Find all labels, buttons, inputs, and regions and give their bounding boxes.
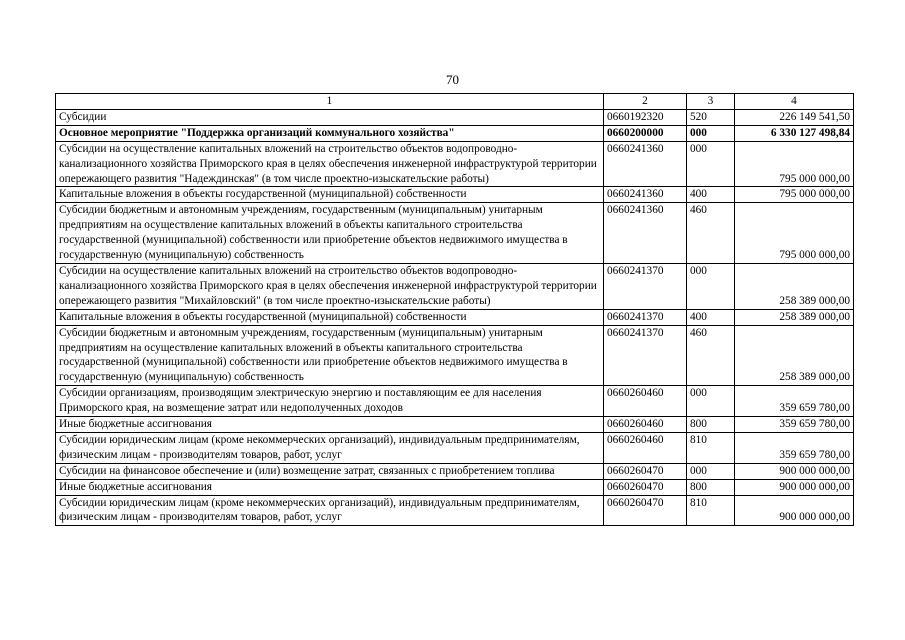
table-row: [56, 495, 854, 526]
row-expense-type: 520: [687, 109, 735, 125]
table-row: [56, 141, 854, 187]
row-amount: 900 000 000,00: [735, 479, 854, 495]
row-expense-type: 400: [687, 187, 735, 203]
row-expense-type: 810: [687, 432, 735, 463]
table-row: [56, 463, 854, 479]
row-code: 0660241360: [604, 203, 687, 264]
row-name: Субсидии на осуществление капитальных вложений на строительство объектов водопроводно-канализационного хозяйства Приморского края в целях обеспечения инженерной инфраструктурой территории опережающего развития "Надеждинская" (в том числе проектно-изыскательские работы): [56, 141, 604, 187]
row-code: 0660192320: [604, 109, 687, 125]
row-amount: 900 000 000,00: [735, 495, 854, 526]
row-amount: 6 330 127 498,84: [735, 125, 854, 141]
row-amount: 795 000 000,00: [735, 141, 854, 187]
row-name: Субсидии на финансовое обеспечение и (или) возмещение затрат, связанных с приобретением топлива: [56, 463, 604, 479]
table-row: [56, 187, 854, 203]
row-expense-type: 000: [687, 141, 735, 187]
column-header-1: 1: [56, 94, 604, 110]
row-code: 0660260460: [604, 417, 687, 433]
table-row: [56, 309, 854, 325]
page-number: 70: [446, 72, 459, 87]
row-code: 0660200000: [604, 125, 687, 141]
table-row: [56, 125, 854, 141]
row-code: 0660260470: [604, 495, 687, 526]
row-amount: 258 389 000,00: [735, 325, 854, 386]
row-code: 0660241360: [604, 187, 687, 203]
row-name: Субсидии бюджетным и автономным учреждениям, государственным (муниципальным) унитарным предприятиям на осуществление капитальных вложений в объекты капитального строительства государственной (муниципальной) собственности или приобретение объектов недвижимого имущества в государственную (муниципальную) собственность: [56, 203, 604, 264]
table-row: [56, 325, 854, 386]
table-row: [56, 203, 854, 264]
table-header-row: [56, 94, 854, 110]
row-code: 0660260470: [604, 479, 687, 495]
table-row: [56, 109, 854, 125]
row-expense-type: 800: [687, 479, 735, 495]
row-name: Субсидии на осуществление капитальных вложений на строительство объектов водопроводно-канализационного хозяйства Приморского края в целях обеспечения инженерной инфраструктурой территории опережающего развития "Михайловский" (в том числе проектно-изыскательские работы): [56, 263, 604, 309]
row-amount: 258 389 000,00: [735, 263, 854, 309]
row-expense-type: 460: [687, 203, 735, 264]
row-code: 0660260460: [604, 386, 687, 417]
row-name: Субсидии бюджетным и автономным учреждениям, государственным (муниципальным) унитарным предприятиям на осуществление капитальных вложений в объекты капитального строительства государственной (муниципальной) собственности или приобретение объектов недвижимого имущества в государственную (муниципальную) собственность: [56, 325, 604, 386]
row-name: Субсидии юридическим лицам (кроме некоммерческих организаций), индивидуальным предпринимателям, физическим лицам - производителям товаров, работ, услуг: [56, 432, 604, 463]
row-code: 0660241370: [604, 309, 687, 325]
column-header-3: 3: [687, 94, 735, 110]
row-expense-type: 000: [687, 125, 735, 141]
row-expense-type: 800: [687, 417, 735, 433]
row-amount: 226 149 541,50: [735, 109, 854, 125]
row-amount: 258 389 000,00: [735, 309, 854, 325]
row-amount: 795 000 000,00: [735, 203, 854, 264]
row-name: Иные бюджетные ассигнования: [56, 417, 604, 433]
row-expense-type: 460: [687, 325, 735, 386]
row-code: 0660260470: [604, 463, 687, 479]
row-code: 0660241360: [604, 141, 687, 187]
row-expense-type: 000: [687, 386, 735, 417]
table-row: [56, 479, 854, 495]
row-code: 0660241370: [604, 263, 687, 309]
table-row: [56, 417, 854, 433]
row-amount: 795 000 000,00: [735, 187, 854, 203]
column-header-4: 4: [735, 94, 854, 110]
row-name: Субсидии: [56, 109, 604, 125]
row-expense-type: 400: [687, 309, 735, 325]
row-code: 0660260460: [604, 432, 687, 463]
row-name: Субсидии организациям, производящим электрическую энергию и поставляющим ее для населения Приморского края, на возмещение затрат или недополученных доходов: [56, 386, 604, 417]
row-expense-type: 810: [687, 495, 735, 526]
row-amount: 359 659 780,00: [735, 386, 854, 417]
table-row: [56, 432, 854, 463]
row-amount: 359 659 780,00: [735, 417, 854, 433]
table-row: [56, 263, 854, 309]
row-name: Основное мероприятие "Поддержка организаций коммунального хозяйства": [56, 125, 604, 141]
column-header-2: 2: [604, 94, 687, 110]
row-expense-type: 000: [687, 263, 735, 309]
row-name: Капитальные вложения в объекты государственной (муниципальной) собственности: [56, 309, 604, 325]
row-name: Иные бюджетные ассигнования: [56, 479, 604, 495]
row-expense-type: 000: [687, 463, 735, 479]
row-name: Капитальные вложения в объекты государственной (муниципальной) собственности: [56, 187, 604, 203]
row-amount: 900 000 000,00: [735, 463, 854, 479]
row-code: 0660241370: [604, 325, 687, 386]
row-name: Субсидии юридическим лицам (кроме некоммерческих организаций), индивидуальным предпринимателям, физическим лицам - производителям товаров, работ, услуг: [56, 495, 604, 526]
budget-table: [55, 93, 854, 526]
row-amount: 359 659 780,00: [735, 432, 854, 463]
table-row: [56, 386, 854, 417]
